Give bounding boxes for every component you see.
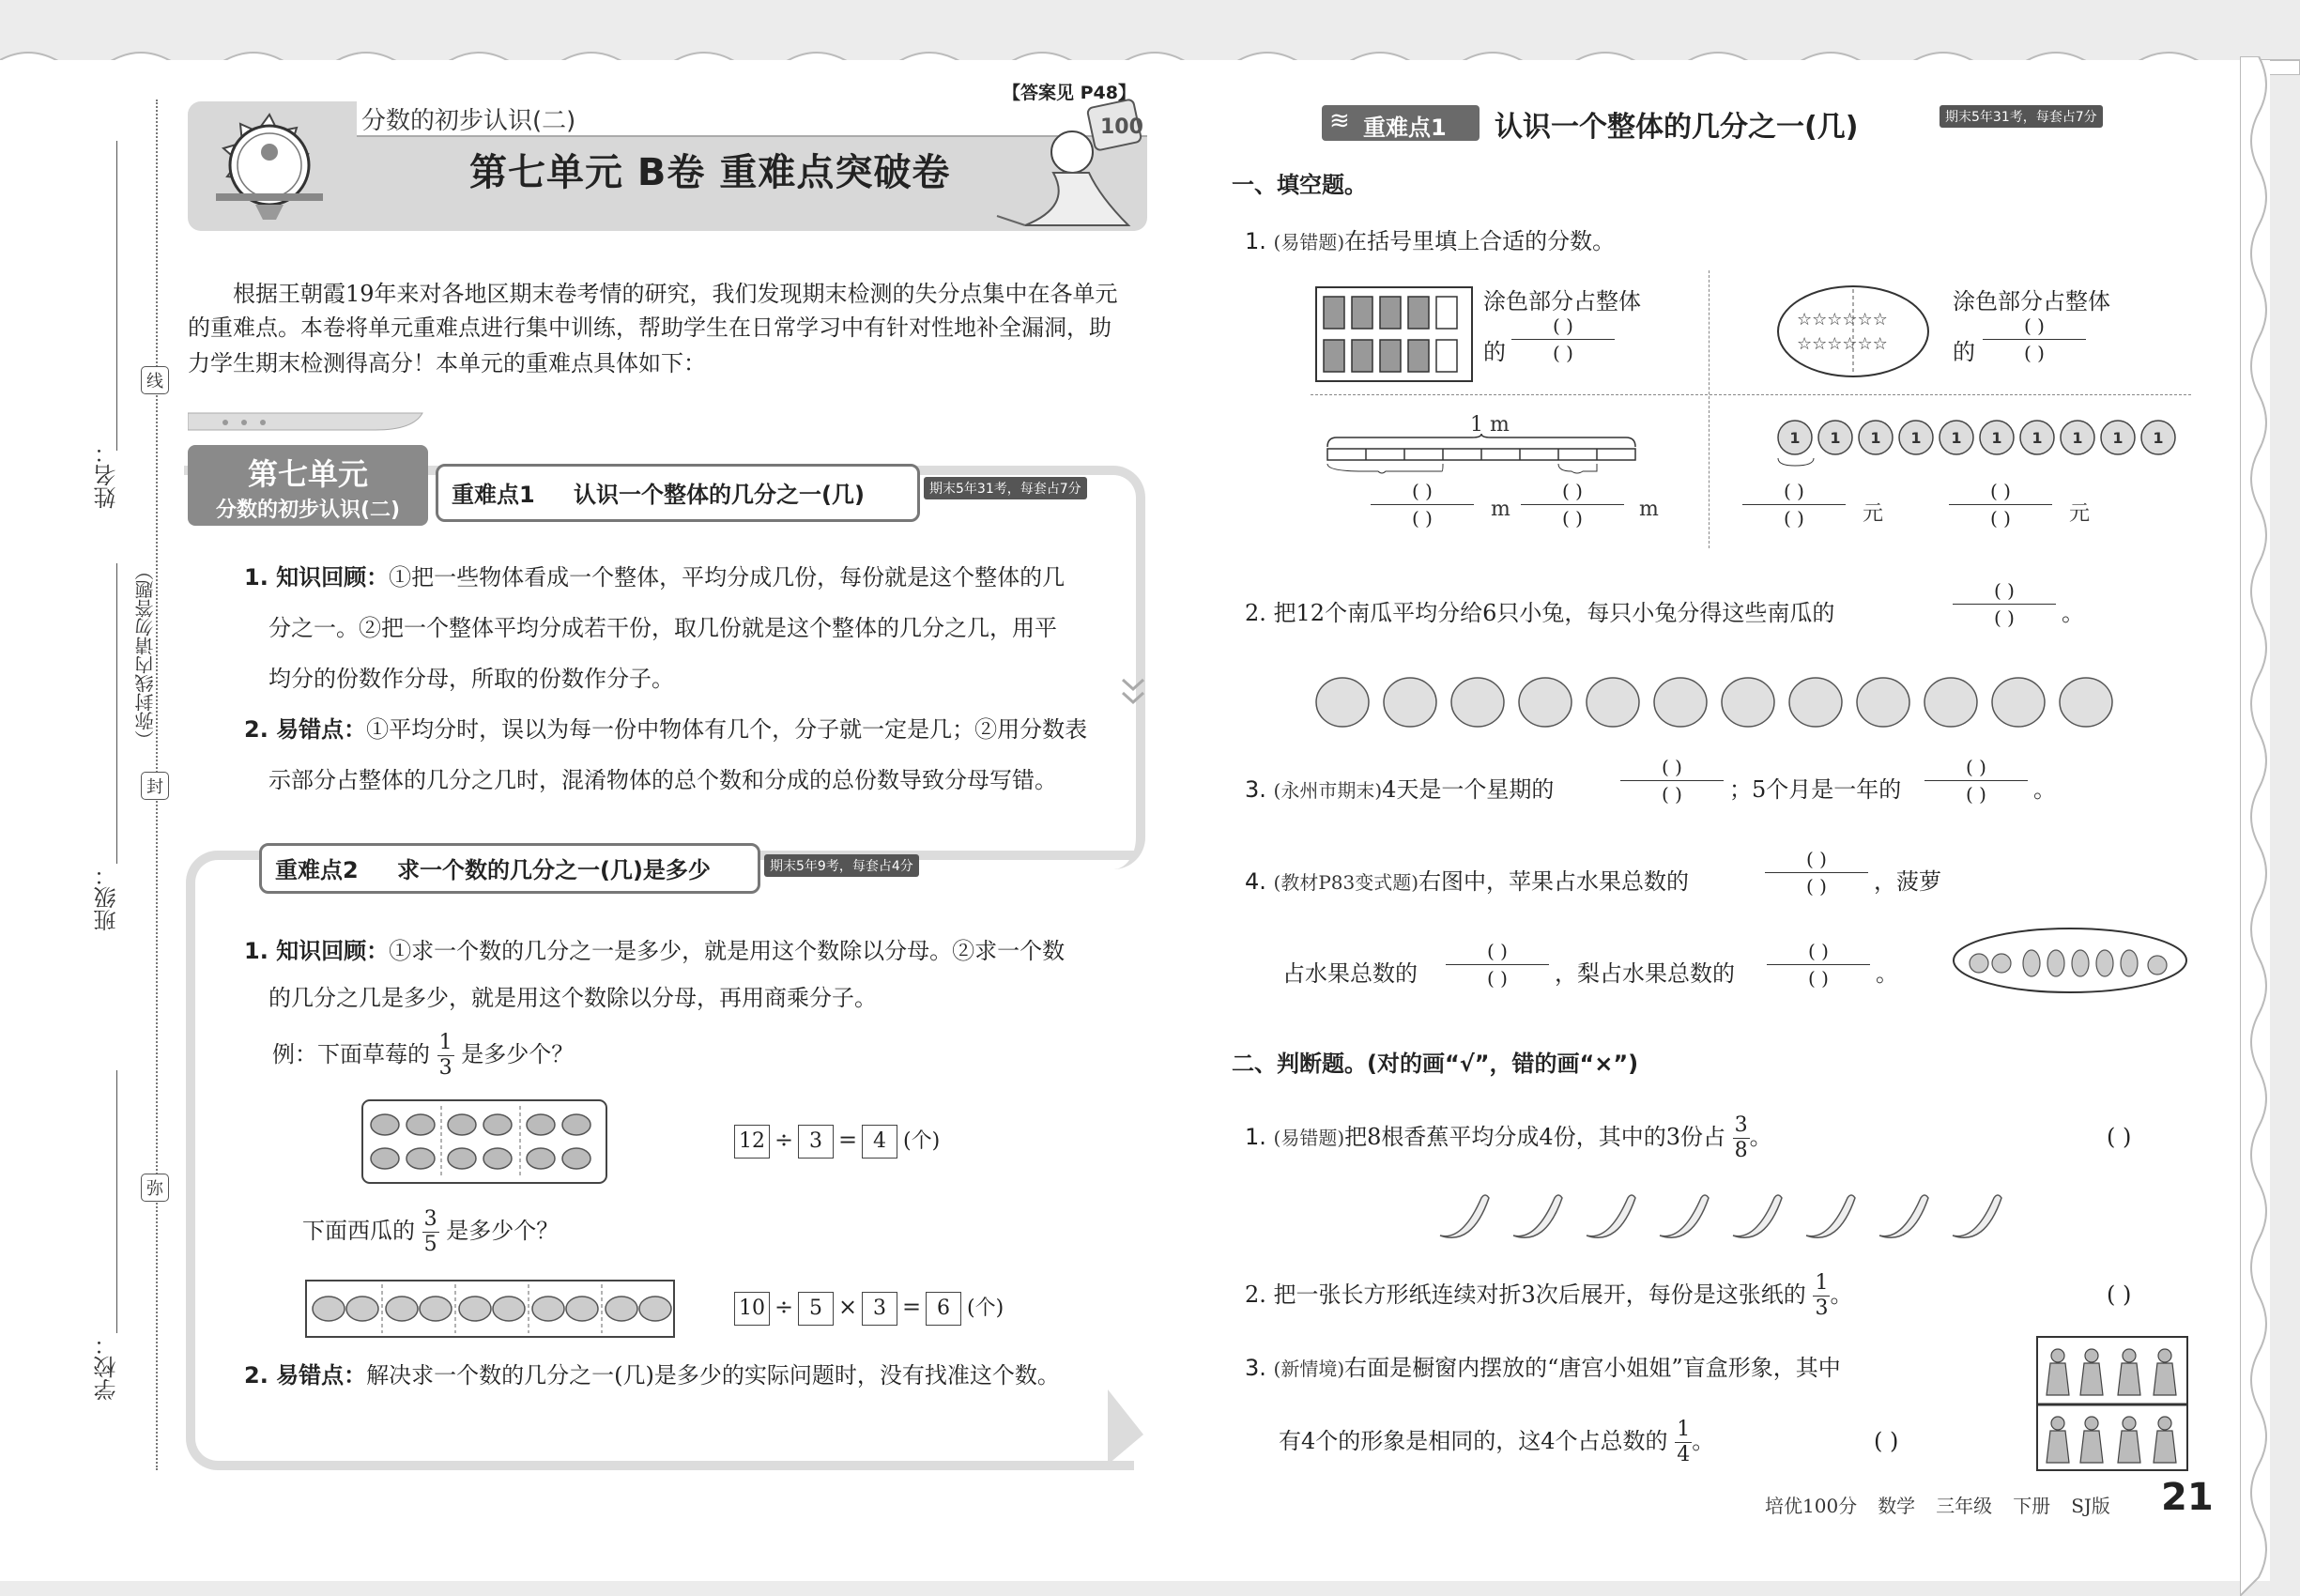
q1a-de: 的: [1483, 339, 1506, 365]
publisher-logo-icon: [208, 111, 330, 223]
j2-text: 2. 把一张长方形纸连续对折3次后展开，每份是这张纸的: [1245, 1281, 1806, 1308]
footer-info: [1765, 1491, 2110, 1518]
kp1-error-2: 示部分占整体的几分之几时，混淆物体的总个数和分成的总份数导致分母写错。: [268, 767, 1057, 793]
example1-end: 是多少个？: [461, 1041, 575, 1067]
q1-tag: (易错题): [1273, 231, 1345, 253]
q3-text-a: 4天是一个星期的: [1382, 776, 1555, 803]
fruit-oval-illustration: [1951, 926, 2189, 995]
section-judge: 二、判断题。(对的画“√”，错的画“×”): [1232, 1051, 1639, 1077]
kp2-title: 求一个数的几分之一(几)是多少: [397, 857, 711, 883]
svg-text:1: 1: [2072, 429, 2083, 447]
name-field[interactable]: [116, 141, 117, 451]
svg-text:1: 1: [2153, 429, 2164, 447]
equation-2: 10 ÷ 5 × 3 = 6 (个): [734, 1292, 1004, 1326]
equation-1: 12 ÷ 3 = 4 (个): [734, 1125, 940, 1159]
class-label: 班级：: [94, 864, 120, 931]
kp2-review-label: 1. 知识回顾：: [244, 938, 390, 964]
banana-row-illustration: [1434, 1187, 2016, 1247]
svg-text:☆☆☆☆☆☆: ☆☆☆☆☆☆: [1797, 334, 1888, 354]
q4-tag: (教材P83变式题): [1273, 871, 1419, 894]
kp1-header: [436, 464, 920, 522]
cylinder-grid-illustration: [1314, 285, 1474, 383]
intro-line-2: 的重难点。本卷将单元重难点进行集中训练，帮助学生在日常学习中有针对性地补全漏洞，助: [188, 315, 1112, 341]
unit-card: [188, 445, 428, 526]
footer-series: 培优100分: [1765, 1495, 1858, 1517]
right-kp-tag: 期末5年31考，每套占7分: [1940, 105, 2103, 128]
j2-fraction: $\frac{1}{3}$: [1815, 1271, 1829, 1320]
q3-answer-fraction-2[interactable]: ( ) ( ): [1924, 757, 2028, 805]
seal-mi-mark: 弥: [141, 1174, 169, 1202]
footer-subject: 数学: [1878, 1495, 1916, 1517]
j2-answer-paren[interactable]: ( ): [2107, 1281, 2132, 1308]
svg-text:1: 1: [1830, 429, 1841, 447]
j1-fraction: $\frac{3}{8}$: [1734, 1113, 1748, 1162]
pumpkin-row-illustration: [1314, 668, 2122, 730]
unit-card-title: 第七单元: [247, 456, 368, 492]
kp2-header: [259, 843, 760, 894]
q1c-answer-fraction-1[interactable]: ( ) ( ): [1371, 481, 1474, 529]
q1c-unit-2: m: [1639, 498, 1659, 521]
seal-warning: （弥封线内请勿答题）: [134, 561, 157, 749]
example1-text: 例：下面草莓的: [272, 1041, 430, 1067]
q4-answer-fraction-3[interactable]: ( ) ( ): [1767, 941, 1870, 989]
q1d-unit-1: 元: [1863, 502, 1884, 526]
example2-end: 是多少个？: [446, 1218, 560, 1244]
strawberry-group-illustration: [360, 1098, 608, 1185]
j1-answer-paren[interactable]: ( ): [2107, 1124, 2132, 1150]
seal-feng-mark: 封: [141, 772, 169, 800]
example2-fraction: $\frac{3}{5}$: [423, 1207, 437, 1256]
q4-text-d: ，梨占水果总数的: [1555, 960, 1735, 987]
svg-text:1: 1: [1951, 429, 1962, 447]
star-oval-illustration: [1776, 284, 1930, 379]
svg-text:1: 1: [1910, 429, 1922, 447]
j3-tag: (新情境): [1273, 1358, 1345, 1380]
q1d-unit-2: 元: [2069, 502, 2091, 526]
svg-text:1: 1: [1870, 429, 1881, 447]
school-field[interactable]: [116, 1070, 117, 1333]
page-number: 21: [2161, 1476, 2214, 1519]
kp2-review-1: ①求一个数的几分之一是多少，就是用这个数除以分母。②求一个数: [389, 938, 1066, 964]
q1d-answer-fraction-1[interactable]: ( ) ( ): [1742, 481, 1846, 529]
j3-text-a: 右面是橱窗内摆放的“唐宫小姐姐”盲盒形象，其中: [1344, 1355, 1841, 1381]
answer-reference: 【答案见 P48】: [1003, 83, 1136, 103]
kp2-label: 重难点2: [275, 857, 359, 883]
q3-text-b: ；5个月是一年的: [1729, 776, 1902, 803]
q4-text-c: 占水果总数的: [1282, 960, 1418, 987]
q2-text: 2. 把12个南瓜平均分给6只小兔，每只小兔分得这些南瓜的: [1245, 600, 1835, 626]
unit-subtitle: 分数的初步认识(二): [361, 107, 576, 135]
j3-text-b: 有4个的形象是相同的，这4个占总数的: [1279, 1428, 1668, 1454]
q4-answer-fraction-2[interactable]: ( ) ( ): [1446, 941, 1549, 989]
school-label: 学校：: [94, 1333, 120, 1401]
j3-answer-paren[interactable]: ( ): [1874, 1428, 1899, 1454]
kp1-tag: 期末5年31考，每套占7分: [924, 477, 1087, 499]
coin-label: 1: [1789, 429, 1801, 447]
svg-text:1: 1: [2112, 429, 2124, 447]
kp1-review-1: ①把一些物体看成一个整体，平均分成几份，每份就是这个整体的几: [389, 564, 1066, 591]
example1-fraction: $\frac{1}{3}$: [438, 1031, 452, 1080]
q1b-answer-fraction[interactable]: ( ) ( ): [1983, 315, 2086, 363]
unit-card-subtitle: 分数的初步认识(二): [215, 499, 401, 522]
kp1-title: 认识一个整体的几分之一(几): [574, 482, 865, 508]
example2-text: 下面西瓜的: [302, 1218, 415, 1244]
q1-text: 在括号里填上合适的分数。: [1344, 228, 1616, 254]
right-kp-title: 认识一个整体的几分之一(几): [1495, 111, 1859, 144]
q4-answer-fraction-1[interactable]: ( ) ( ): [1765, 849, 1868, 897]
q4-text-a: 右图中，苹果占水果总数的: [1418, 868, 1690, 895]
ruler-brace-illustration: [1326, 434, 1637, 481]
watermelon-group-illustration: [304, 1279, 676, 1339]
svg-text:1: 1: [2032, 429, 2043, 447]
q1a-answer-fraction[interactable]: ( ) ( ): [1511, 315, 1615, 363]
kp1-error-label: 2. 易错点：: [244, 716, 367, 743]
kp1-label: 重难点1: [452, 482, 535, 508]
footer-grade: 三年级: [1936, 1495, 1993, 1517]
kp2-error-label: 2. 易错点：: [244, 1362, 367, 1389]
q1c-unit-1: m: [1491, 498, 1510, 521]
q1b-text: 涂色部分占整体: [1953, 288, 2110, 315]
wavy-right-border: [2240, 56, 2300, 1596]
wave-icon: ≋: [1329, 107, 1350, 135]
svg-text:☆☆☆☆☆☆: ☆☆☆☆☆☆: [1797, 310, 1888, 330]
q1-divider-horizontal: [1311, 394, 2191, 395]
display-cabinet-illustration: [2035, 1335, 2189, 1472]
train-decoration: [188, 402, 432, 439]
q3-answer-fraction-1[interactable]: ( ) ( ): [1620, 757, 1724, 805]
kp2-review-2: 的几分之几是多少，就是用这个数除以分母，再用商乘分子。: [268, 985, 877, 1011]
q1a-text: 涂色部分占整体: [1483, 288, 1641, 315]
class-field[interactable]: [116, 563, 117, 864]
right-kp-label: 重难点1: [1363, 115, 1447, 141]
kp1-review-label: 1. 知识回顾：: [244, 564, 390, 591]
name-label: 姓名：: [94, 441, 120, 509]
j3-fraction: $\frac{1}{4}$: [1677, 1418, 1691, 1466]
kp2-tag: 期末5年9考，每套占4分: [764, 854, 919, 877]
svg-text:1: 1: [1991, 429, 2002, 447]
q1c-answer-fraction-2[interactable]: ( ) ( ): [1521, 481, 1624, 529]
j1-tag: (易错题): [1273, 1127, 1345, 1149]
j1-text: 把8根香蕉平均分成4份，其中的3份占: [1344, 1124, 1725, 1150]
q4-text-b: ，菠萝: [1874, 868, 1941, 895]
ruler-label: 1 m: [1470, 413, 1510, 437]
coin-row-illustration: [1776, 419, 2180, 475]
footer-volume: 下册: [2013, 1495, 2051, 1517]
intro-line-1: 根据王朝霞19年来对各地区期末卷考情的研究，我们发现期末检测的失分点集中在各单元: [233, 281, 1118, 307]
footer-edition: SJ版: [2071, 1495, 2110, 1517]
page-title: 第七单元 B卷 重难点突破卷: [469, 151, 951, 194]
kp1-review-3: 均分的份数作分母，所取的份数作分子。: [268, 666, 674, 692]
q2-answer-fraction[interactable]: ( ) ( ): [1953, 580, 2056, 628]
section-fill-blank: 一、填空题。: [1232, 172, 1367, 198]
mascot-illustration: [988, 94, 1147, 235]
kp1-review-2: 分之一。②把一个整体平均分成若干份，取几份就是这个整体的几分之几，用平: [268, 615, 1057, 641]
q1b-de: 的: [1953, 339, 1975, 365]
q1-divider-vertical: [1709, 270, 1710, 548]
svg-text:100: 100: [1100, 115, 1143, 139]
q1d-answer-fraction-2[interactable]: ( ) ( ): [1949, 481, 2052, 529]
kp2-error-1: 解决求一个数的几分之一(几)是多少的实际问题时，没有找准这个数。: [366, 1362, 1060, 1389]
q3-tag: (永州市期末): [1273, 779, 1383, 802]
kp1-error-1: ①平均分时，误以为每一份中物体有几个，分子就一定是几；②用分数表: [366, 716, 1088, 743]
seal-line-mark: 线: [141, 366, 169, 394]
chevron-down-icon: [1119, 676, 1147, 714]
right-kp-badge: [1322, 105, 1480, 141]
intro-line-3: 力学生期末检测得高分！本单元的重难点具体如下：: [188, 350, 706, 376]
